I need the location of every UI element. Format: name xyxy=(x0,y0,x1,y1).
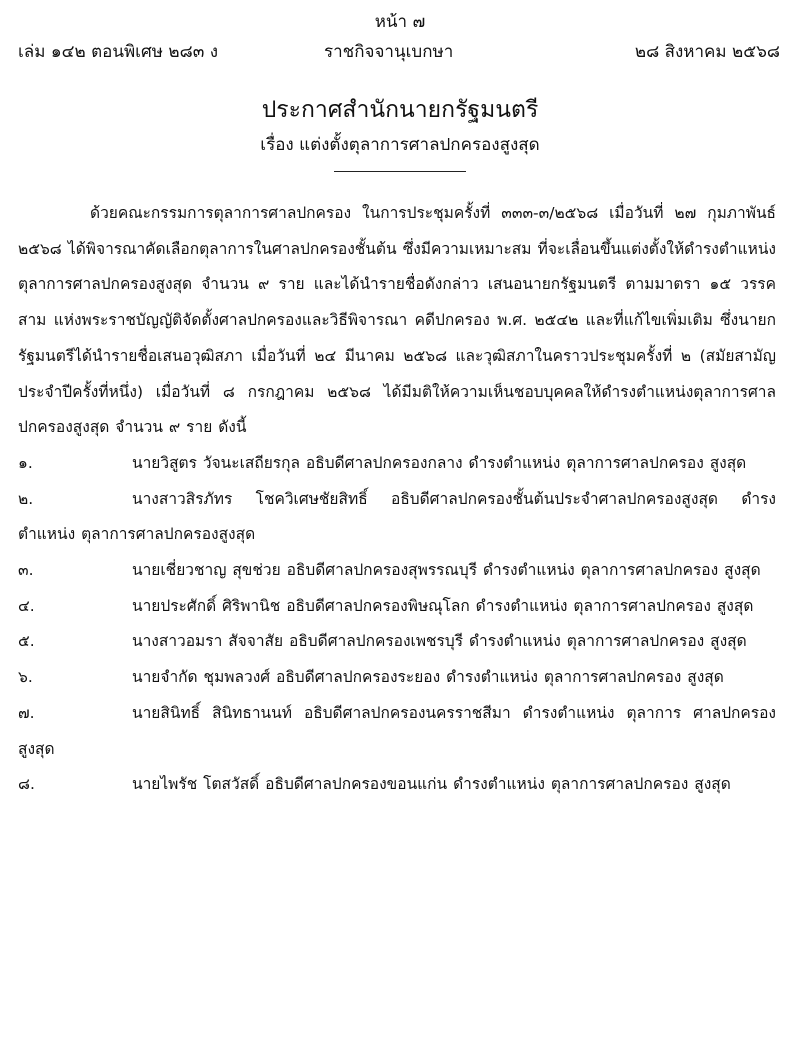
appointee-text: นายเชี่ยวชาญ สุขช่วย อธิบดีศาลปกครองสุพรรณบุรี ดำรงตำแหน่ง ตุลาการศาลปกครอง สูงสุด xyxy=(132,561,761,580)
appointee-text: นายประศักดิ์ ศิริพานิช อธิบดีศาลปกครองพิษณุโลก ดำรงตำแหน่ง ตุลาการศาลปกครอง สูงสุด xyxy=(132,596,754,615)
intro-paragraph xyxy=(18,196,776,446)
appointee-number: ๖. xyxy=(18,668,33,687)
appointee-number: ๑. xyxy=(18,453,33,472)
appointee-text: นายไพรัช โตสวัสดิ์ อธิบดีศาลปกครองขอนแก่น ดำรงตำแหน่ง ตุลาการศาลปกครอง สูงสุด xyxy=(132,775,731,794)
appointee-text: นางสาวสิรภัทร โชควิเศษชัยสิทธิ์ อธิบดีศาลปกครองชั้นต้นประจำศาลปกครองสูงสุด ดำรงตำแหน่ง ตุลาการศาลปกครองสูงสุด xyxy=(18,489,776,544)
announcement-subject: เรื่อง แต่งตั้งตุลาการศาลปกครองสูงสุด xyxy=(260,135,540,155)
appointee-number: ๔. xyxy=(18,596,35,615)
appointee-text: นายจำกัด ชุมพลวงศ์ อธิบดีศาลปกครองระยอง ดำรงตำแหน่ง ตุลาการศาลปกครอง สูงสุด xyxy=(132,668,724,687)
appointee-item xyxy=(18,660,776,696)
appointee-item xyxy=(18,553,776,589)
appointee-number: ๗. xyxy=(18,703,35,722)
appointee-item xyxy=(18,446,776,482)
appointee-item xyxy=(18,767,776,803)
announcement-body xyxy=(18,196,776,803)
appointee-number: ๓. xyxy=(18,561,34,580)
appointee-text: นางสาวอมรา สัจจาสัย อธิบดีศาลปกครองเพชรบุรี ดำรงตำแหน่ง ตุลาการศาลปกครอง สูงสุด xyxy=(132,632,747,651)
publication-date: ๒๘ สิงหาคม ๒๕๖๘ xyxy=(634,42,780,62)
appointee-text: นายวิสูตร วัจนะเสถียรกุล อธิบดีศาลปกครองกลาง ดำรงตำแหน่ง ตุลาการศาลปกครอง สูงสุด xyxy=(132,453,747,472)
gazette-name: ราชกิจจานุเบกษา xyxy=(324,42,454,62)
gazette-header xyxy=(18,38,780,64)
appointee-number: ๕. xyxy=(18,632,35,651)
issue-info: เล่ม ๑๔๒ ตอนพิเศษ ๒๘๓ ง xyxy=(18,42,219,62)
appointee-item xyxy=(18,624,776,660)
announcement-title: ประกาศสำนักนายกรัฐมนตรี xyxy=(261,97,539,123)
appointee-item xyxy=(18,482,776,553)
page-number: หน้า ๗ xyxy=(374,12,426,32)
appointee-number: ๒. xyxy=(18,489,34,508)
appointee-text: นายสินิทธิ์ สินิทธานนท์ อธิบดีศาลปกครองนครราชสีมา ดำรงตำแหน่ง ตุลาการ ศาลปกครองสูงสุด xyxy=(18,703,776,758)
title-divider xyxy=(334,171,466,172)
intro-text: ด้วยคณะกรรมการตุลาการศาลปกครอง ในการประชุมครั้งที่ ๓๓๓-๓/๒๕๖๘ เมื่อวันที่ ๒๗ กุมภาพันธ์ ๒๕๖๘ ได้พิจารณาคัดเลือกตุลาการในศาลปกครองชั้นต้น ซึ่งมีความเหมาะสม ที่จะเลื่อนขึ้นแต่งตั้งให้ดำรงตำแหน่งตุลาการศาลปกครองสูงสุด จำนวน ๙ ราย และได้นำรายชื่อดังกล่าว เสนอนายกรัฐมนตรี ตามมาตรา ๑๕ วรรคสาม แห่งพระราชบัญญัติจัดตั้งศาลปกครองและวิธีพิจารณา คดีปกครอง พ.ศ. ๒๕๔๒ และที่แก้ไขเพิ่มเติม ซึ่งนายกรัฐมนตรีได้นำรายชื่อเสนอวุฒิสภา เมื่อวันที่ ๒๔ มีนาคม ๒๕๖๘ และวุฒิสภาในคราวประชุมครั้งที่ ๒ (สมัยสามัญประจำปีครั้งที่หนึ่ง) เมื่อวันที่ ๘ กรกฎาคม ๒๕๖๘ ได้มีมติให้ความเห็นชอบบุคคลให้ดำรงตำแหน่งตุลาการศาลปกครองสูงสุด จำนวน ๙ ราย ดังนี้ xyxy=(18,204,776,437)
appointee-item xyxy=(18,696,776,767)
appointee-number: ๘. xyxy=(18,775,35,794)
appointee-list xyxy=(18,446,776,803)
appointee-item xyxy=(18,589,776,625)
